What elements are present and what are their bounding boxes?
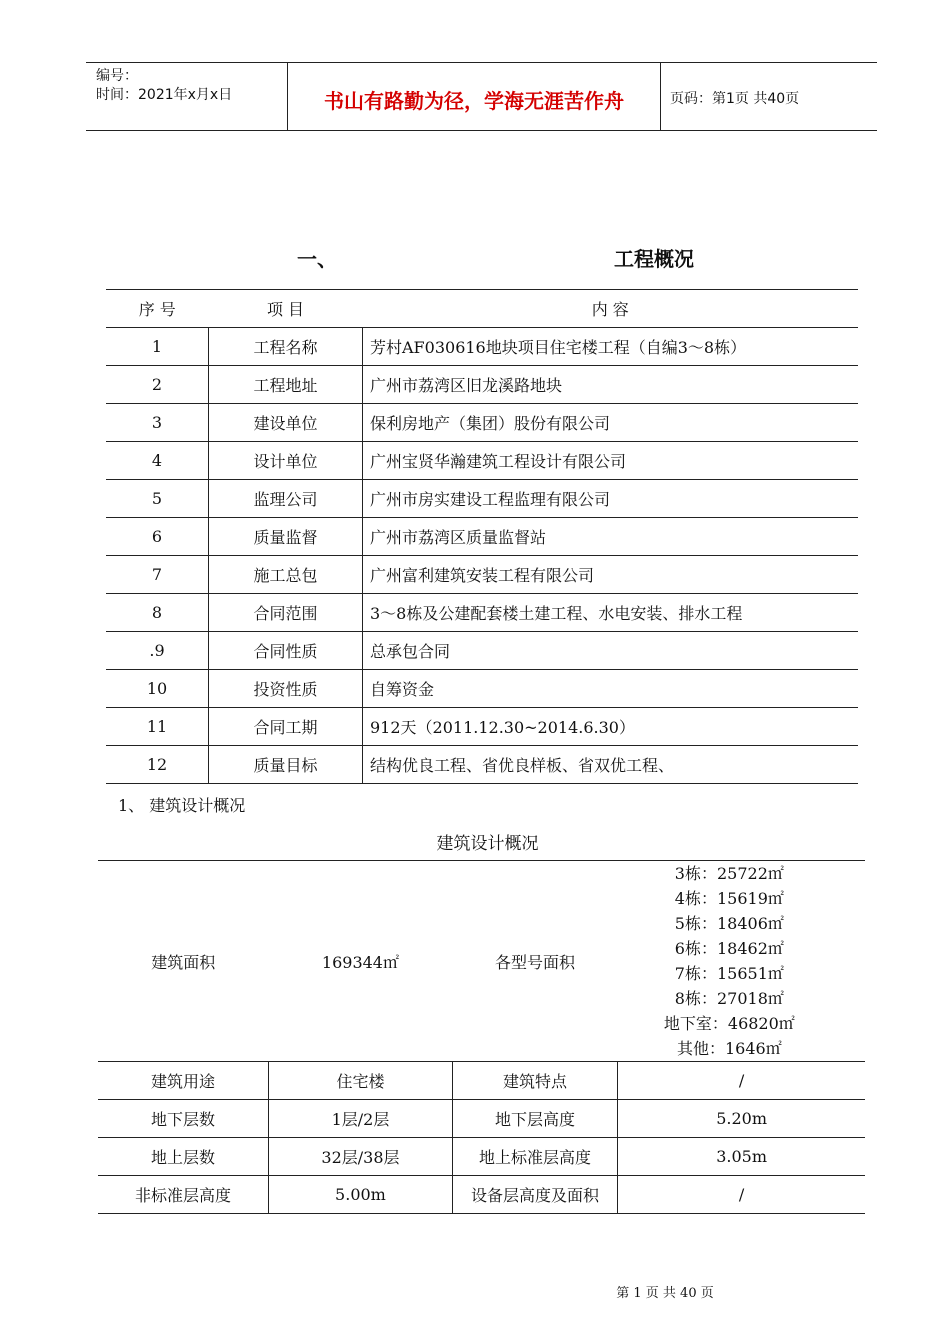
row-content: 芳村AF030616地块项目住宅楼工程（自编3～8栋） xyxy=(363,328,859,366)
type-area-item: 4栋：15619㎡ xyxy=(674,889,784,908)
area-row xyxy=(98,861,865,1062)
spec-label: 建筑特点 xyxy=(452,1062,617,1100)
type-area-list xyxy=(618,861,865,1062)
row-number: 5 xyxy=(106,480,209,518)
header-divider xyxy=(660,63,661,130)
row-item: 合同范围 xyxy=(209,594,363,632)
page-header xyxy=(86,62,877,131)
header-meta xyxy=(96,67,232,105)
row-content: 总承包合同 xyxy=(363,632,859,670)
spec-label: 设备层高度及面积 xyxy=(452,1176,617,1214)
row-number: 8 xyxy=(106,594,209,632)
row-content: 912天（2011.12.30~2014.6.30） xyxy=(363,708,859,746)
spec-label: 非标准层高度 xyxy=(98,1176,269,1214)
table-row xyxy=(106,328,858,366)
row-item: 质量目标 xyxy=(209,746,363,784)
spec-value: 32层/38层 xyxy=(269,1138,453,1176)
row-content: 广州市房实建设工程监理有限公司 xyxy=(363,480,859,518)
sub-heading: 1、 建筑设计概况 xyxy=(118,796,246,815)
spec-label: 地上标准层高度 xyxy=(452,1138,617,1176)
spec-value: 3.05m xyxy=(618,1138,865,1176)
spec-value: 住宅楼 xyxy=(269,1062,453,1100)
row-number: 6 xyxy=(106,518,209,556)
row-item: 合同工期 xyxy=(209,708,363,746)
spec-value: / xyxy=(618,1062,865,1100)
row-item: 投资性质 xyxy=(209,670,363,708)
spec-value: 5.00m xyxy=(269,1176,453,1214)
table-row xyxy=(98,1138,865,1176)
table-row xyxy=(106,670,858,708)
area-value: 169344㎡ xyxy=(269,861,453,1062)
section-number: 一、 xyxy=(297,247,337,271)
spec-value: 1层/2层 xyxy=(269,1100,453,1138)
table-row xyxy=(106,366,858,404)
number-label: 编号： xyxy=(96,68,138,84)
table-row xyxy=(106,708,858,746)
table-row xyxy=(106,442,858,480)
header-content: 内 容 xyxy=(363,290,859,328)
row-item: 施工总包 xyxy=(209,556,363,594)
row-content: 广州市荔湾区质量监督站 xyxy=(363,518,859,556)
row-item: 建设单位 xyxy=(209,404,363,442)
table-row xyxy=(106,632,858,670)
time-label: 时间：2021年x月x日 xyxy=(96,87,233,103)
spec-value: / xyxy=(618,1176,865,1214)
row-number: .9 xyxy=(106,632,209,670)
table-row xyxy=(106,404,858,442)
overview-table xyxy=(106,289,858,784)
table-row xyxy=(106,746,858,784)
type-area-item: 7栋：15651㎡ xyxy=(674,964,784,983)
design-table xyxy=(98,860,865,1214)
type-area-item: 其他：1646㎡ xyxy=(676,1039,782,1058)
row-number: 12 xyxy=(106,746,209,784)
type-area-item: 6栋：18462㎡ xyxy=(674,939,784,958)
row-content: 广州市荔湾区旧龙溪路地块 xyxy=(363,366,859,404)
row-content: 结构优良工程、省优良样板、省双优工程、 xyxy=(363,746,859,784)
type-area-item: 8栋：27018㎡ xyxy=(674,989,784,1008)
row-number: 10 xyxy=(106,670,209,708)
table-row xyxy=(98,1176,865,1214)
row-item: 合同性质 xyxy=(209,632,363,670)
row-content: 3～8栋及公建配套楼土建工程、水电安装、排水工程 xyxy=(363,594,859,632)
row-item: 监理公司 xyxy=(209,480,363,518)
page-footer: 第 1 页 共 40 页 xyxy=(616,1286,714,1301)
header-no: 序 号 xyxy=(106,290,209,328)
type-area-label: 各型号面积 xyxy=(452,861,617,1062)
row-number: 7 xyxy=(106,556,209,594)
row-item: 工程名称 xyxy=(209,328,363,366)
header-item: 项 目 xyxy=(209,290,363,328)
table-header-row xyxy=(106,290,858,328)
table-row xyxy=(106,594,858,632)
row-content: 广州宝贤华瀚建筑工程设计有限公司 xyxy=(363,442,859,480)
table-row xyxy=(106,518,858,556)
spec-value: 5.20m xyxy=(618,1100,865,1138)
design-caption: 建筑设计概况 xyxy=(436,834,539,854)
header-motto: 书山有路勤为径，学海无涯苦作舟 xyxy=(324,89,624,113)
row-item: 设计单位 xyxy=(209,442,363,480)
table-row xyxy=(106,480,858,518)
area-label: 建筑面积 xyxy=(98,861,269,1062)
row-content: 自筹资金 xyxy=(363,670,859,708)
row-number: 3 xyxy=(106,404,209,442)
row-number: 1 xyxy=(106,328,209,366)
type-area-item: 3栋：25722㎡ xyxy=(674,864,784,883)
row-item: 质量监督 xyxy=(209,518,363,556)
table-row xyxy=(98,1062,865,1100)
row-number: 11 xyxy=(106,708,209,746)
row-item: 工程地址 xyxy=(209,366,363,404)
spec-label: 地下层高度 xyxy=(452,1100,617,1138)
table-row xyxy=(106,556,858,594)
spec-label: 建筑用途 xyxy=(98,1062,269,1100)
row-number: 4 xyxy=(106,442,209,480)
header-page-info: 页码：第1页 共40页 xyxy=(670,91,800,107)
row-content: 保利房地产（集团）股份有限公司 xyxy=(363,404,859,442)
row-number: 2 xyxy=(106,366,209,404)
type-area-item: 5栋：18406㎡ xyxy=(674,914,784,933)
spec-label: 地下层数 xyxy=(98,1100,269,1138)
spec-label: 地上层数 xyxy=(98,1138,269,1176)
section-title: 工程概况 xyxy=(614,247,694,271)
table-row xyxy=(98,1100,865,1138)
row-content: 广州富利建筑安装工程有限公司 xyxy=(363,556,859,594)
type-area-item: 地下室：46820㎡ xyxy=(663,1014,795,1033)
